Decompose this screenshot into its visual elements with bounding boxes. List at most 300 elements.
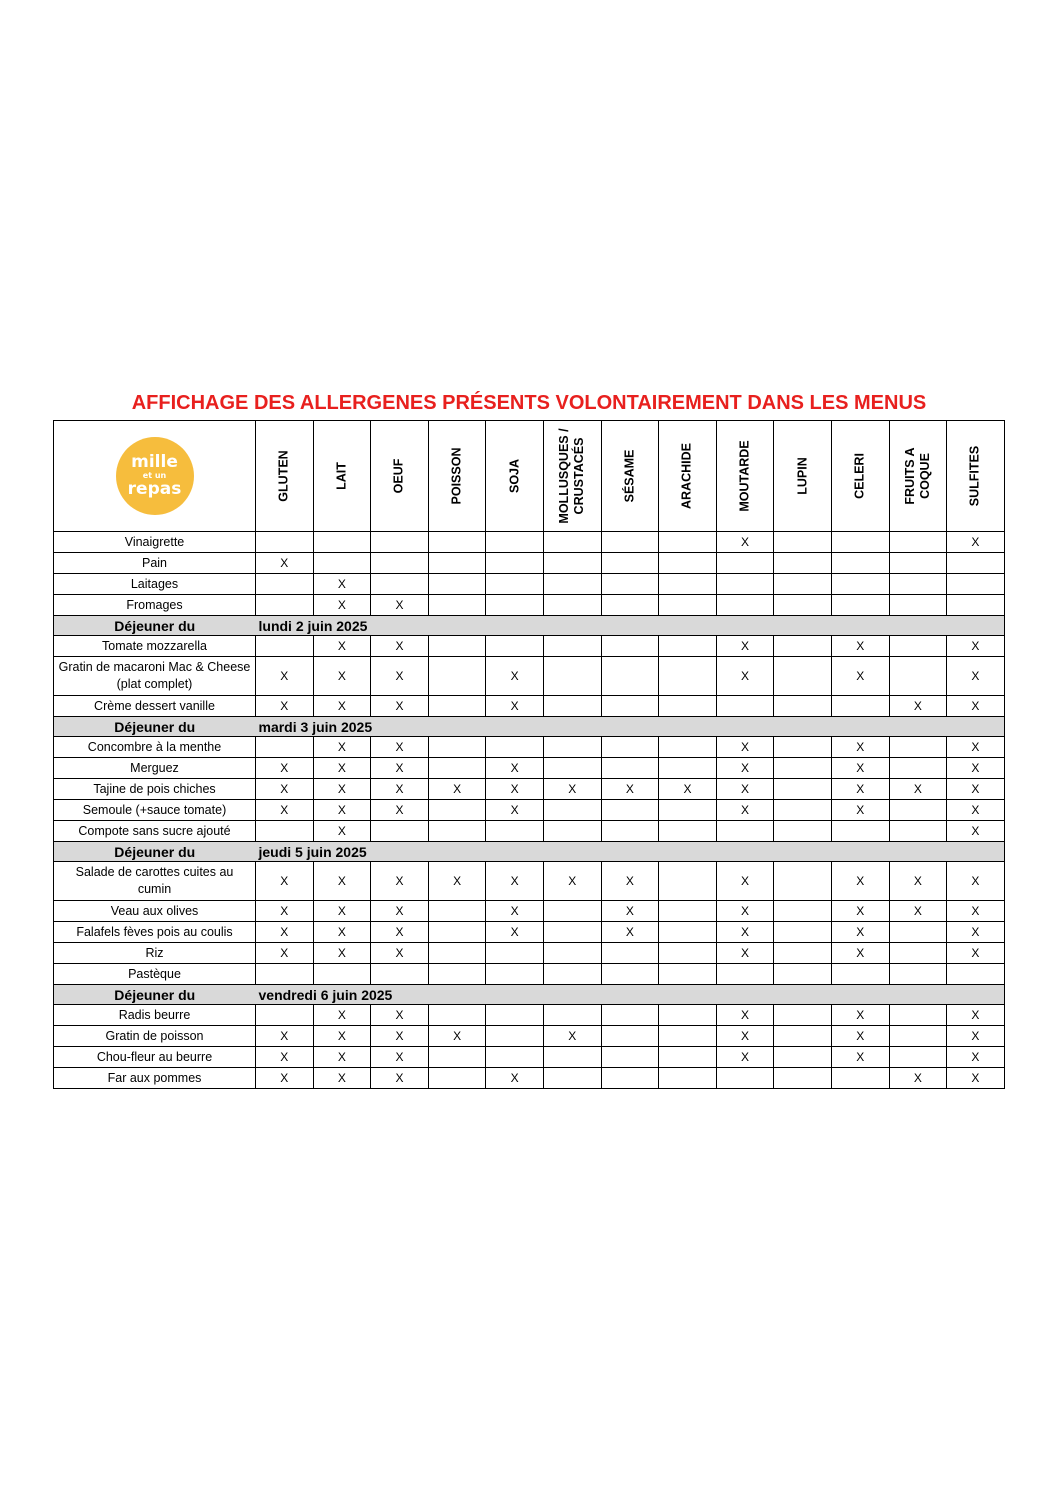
allergen-mark: X (337, 1049, 346, 1064)
allergen-mark-cell (716, 696, 774, 717)
allergen-mark-cell (774, 922, 832, 943)
allergen-mark: X (856, 903, 865, 918)
allergen-mark: X (971, 638, 980, 653)
allergen-mark: X (741, 924, 750, 939)
allergen-mark-cell (831, 636, 889, 657)
allergen-mark-cell (831, 964, 889, 985)
allergen-mark-cell (428, 964, 486, 985)
allergen-mark-cell (831, 595, 889, 616)
allergen-mark-cell (543, 943, 601, 964)
section-row (54, 616, 1005, 636)
allergen-mark-cell (659, 901, 717, 922)
allergen-mark-cell (601, 821, 659, 842)
allergen-mark-cell (601, 758, 659, 779)
allergen-mark: X (395, 1070, 404, 1085)
allergen-mark-cell (947, 901, 1005, 922)
allergen-mark-cell (486, 532, 544, 553)
allergen-mark-cell (601, 696, 659, 717)
allergen-mark: X (971, 781, 980, 796)
allergen-mark: X (395, 698, 404, 713)
allergen-mark-cell (716, 943, 774, 964)
allergen-mark-cell (947, 696, 1005, 717)
allergen-mark: X (971, 739, 980, 754)
allergen-header (947, 421, 1005, 532)
allergen-mark: X (337, 576, 346, 591)
allergen-mark: X (395, 945, 404, 960)
allergen-mark: X (971, 802, 980, 817)
allergen-mark-cell (659, 696, 717, 717)
allergen-mark-cell (543, 1068, 601, 1089)
allergen-mark-cell (601, 532, 659, 553)
allergen-mark-cell (716, 553, 774, 574)
allergen-mark-cell (313, 737, 371, 758)
allergen-mark-cell (601, 1026, 659, 1047)
allergen-mark-cell (313, 1026, 371, 1047)
allergen-mark-cell (889, 964, 947, 985)
allergen-mark: X (395, 1028, 404, 1043)
allergen-mark-cell (486, 636, 544, 657)
allergen-mark-cell (947, 657, 1005, 696)
allergen-mark-cell (947, 636, 1005, 657)
allergen-mark-cell (774, 943, 832, 964)
allergen-mark-cell (371, 943, 429, 964)
allergen-mark-cell (831, 1005, 889, 1026)
allergen-mark-cell (716, 779, 774, 800)
allergen-mark: X (510, 903, 519, 918)
allergen-mark: X (971, 1070, 980, 1085)
allergen-mark-cell (371, 1068, 429, 1089)
allergen-mark-cell (486, 943, 544, 964)
allergen-mark: X (856, 739, 865, 754)
allergen-mark-cell (543, 636, 601, 657)
allergen-mark: X (337, 781, 346, 796)
allergen-mark-cell (543, 922, 601, 943)
allergen-mark: X (280, 555, 289, 570)
table-row (54, 1068, 1005, 1089)
allergen-mark: X (856, 802, 865, 817)
section-row (54, 717, 1005, 737)
allergen-label: OEUF (391, 458, 406, 494)
allergen-mark-cell (371, 1026, 429, 1047)
allergen-mark-cell (947, 574, 1005, 595)
allergen-mark-cell (371, 595, 429, 616)
section-date: vendredi 6 juin 2025 (256, 985, 1005, 1005)
allergen-label: LAIT (334, 462, 349, 490)
allergen-mark-cell (659, 943, 717, 964)
dish-name: Gratin de macaroni Mac & Cheese (plat complet) (54, 657, 256, 696)
section-date: jeudi 5 juin 2025 (256, 842, 1005, 862)
allergen-mark: X (280, 698, 289, 713)
allergen-mark-cell (601, 800, 659, 821)
allergen-mark-cell (543, 1005, 601, 1026)
dish-name: Chou-fleur au beurre (54, 1047, 256, 1068)
allergen-mark-cell (601, 737, 659, 758)
allergen-mark: X (741, 802, 750, 817)
allergen-mark-cell (371, 922, 429, 943)
allergen-mark-cell (659, 1026, 717, 1047)
table-row (54, 943, 1005, 964)
allergen-mark: X (568, 1028, 577, 1043)
allergen-mark-cell (371, 758, 429, 779)
allergen-mark-cell (716, 595, 774, 616)
allergen-mark-cell (313, 1068, 371, 1089)
section-label: Déjeuner du (54, 842, 256, 862)
allergen-mark-cell (947, 1047, 1005, 1068)
allergen-mark-cell (256, 862, 314, 901)
allergen-mark-cell (428, 943, 486, 964)
allergen-mark: X (741, 1028, 750, 1043)
allergen-mark-cell (601, 901, 659, 922)
allergen-mark-cell (774, 779, 832, 800)
table-row (54, 821, 1005, 842)
allergen-mark-cell (774, 532, 832, 553)
allergen-mark-cell (371, 821, 429, 842)
allergen-mark: X (337, 1028, 346, 1043)
allergen-mark-cell (831, 758, 889, 779)
table-row (54, 595, 1005, 616)
allergen-mark-cell (428, 1005, 486, 1026)
table-row (54, 553, 1005, 574)
allergen-mark: X (856, 1007, 865, 1022)
allergen-mark-cell (543, 758, 601, 779)
allergen-mark-cell (889, 595, 947, 616)
section-date: lundi 2 juin 2025 (256, 616, 1005, 636)
allergen-mark: X (971, 698, 980, 713)
allergen-mark: X (280, 760, 289, 775)
dish-name: Tajine de pois chiches (54, 779, 256, 800)
allergen-mark-cell (543, 964, 601, 985)
allergen-mark-cell (889, 553, 947, 574)
allergen-mark: X (395, 668, 404, 683)
allergen-mark: X (337, 903, 346, 918)
allergen-mark-cell (889, 1068, 947, 1089)
allergen-label: POISSON (449, 447, 464, 505)
allergen-mark-cell (486, 800, 544, 821)
allergen-mark: X (510, 668, 519, 683)
allergen-mark: X (337, 823, 346, 838)
allergen-mark-cell (947, 737, 1005, 758)
allergen-label: CELERI (852, 453, 867, 499)
allergen-mark-cell (601, 657, 659, 696)
allergen-mark: X (913, 1070, 922, 1085)
allergen-mark-cell (774, 1005, 832, 1026)
allergen-mark-cell (889, 779, 947, 800)
allergen-mark: X (971, 924, 980, 939)
allergen-mark-cell (601, 862, 659, 901)
allergen-mark-cell (313, 1047, 371, 1068)
allergen-mark-cell (256, 800, 314, 821)
allergen-mark-cell (371, 964, 429, 985)
allergen-mark-cell (659, 636, 717, 657)
section-row (54, 842, 1005, 862)
allergen-mark-cell (889, 636, 947, 657)
allergen-mark-cell (313, 901, 371, 922)
allergen-header (774, 421, 832, 532)
allergen-header (486, 421, 544, 532)
allergen-mark-cell (543, 779, 601, 800)
allergen-mark-cell (371, 800, 429, 821)
allergen-mark-cell (371, 574, 429, 595)
allergen-mark-cell (716, 1068, 774, 1089)
section-label: Déjeuner du (54, 616, 256, 636)
allergen-mark: X (280, 1070, 289, 1085)
allergen-mark-cell (831, 1068, 889, 1089)
allergen-mark-cell (428, 800, 486, 821)
allergen-mark: X (683, 781, 692, 796)
table-row (54, 636, 1005, 657)
allergen-mark: X (971, 945, 980, 960)
allergen-mark: X (510, 698, 519, 713)
allergen-mark-cell (889, 758, 947, 779)
allergen-mark-cell (601, 636, 659, 657)
allergen-mark-cell (486, 553, 544, 574)
dish-name: Far aux pommes (54, 1068, 256, 1089)
allergen-mark-cell (831, 779, 889, 800)
allergen-mark-cell (486, 901, 544, 922)
allergen-mark-cell (256, 964, 314, 985)
allergen-mark-cell (313, 862, 371, 901)
allergen-mark-cell (543, 696, 601, 717)
allergen-label: SOJA (507, 458, 522, 494)
allergen-mark: X (395, 1049, 404, 1064)
allergen-mark: X (741, 760, 750, 775)
allergen-mark: X (510, 1070, 519, 1085)
allergen-mark-cell (947, 595, 1005, 616)
allergen-label: ARACHIDE (679, 443, 694, 509)
allergen-mark-cell (601, 1047, 659, 1068)
allergen-mark: X (280, 924, 289, 939)
allergen-mark-cell (428, 922, 486, 943)
allergen-mark: X (337, 1007, 346, 1022)
table-row (54, 532, 1005, 553)
allergen-mark-cell (831, 821, 889, 842)
allergen-mark-cell (313, 532, 371, 553)
allergen-mark: X (337, 924, 346, 939)
allergen-mark-cell (256, 574, 314, 595)
allergen-mark-cell (716, 862, 774, 901)
allergen-label: SÉSAME (622, 449, 637, 503)
allergen-mark: X (337, 668, 346, 683)
dish-name: Tomate mozzarella (54, 636, 256, 657)
allergen-mark-cell (659, 553, 717, 574)
allergen-mark: X (510, 924, 519, 939)
allergen-mark-cell (371, 901, 429, 922)
allergen-mark-cell (428, 779, 486, 800)
allergen-mark-cell (831, 553, 889, 574)
allergen-mark: X (453, 781, 462, 796)
allergen-mark: X (741, 668, 750, 683)
dish-name: Merguez (54, 758, 256, 779)
allergen-mark-cell (543, 800, 601, 821)
allergen-mark: X (971, 534, 980, 549)
allergen-table (53, 420, 1005, 1089)
allergen-mark-cell (428, 737, 486, 758)
table-row (54, 737, 1005, 758)
allergen-label: SULFITES (967, 445, 982, 507)
allergen-mark-cell (889, 1047, 947, 1068)
allergen-mark-cell (831, 862, 889, 901)
allergen-mark: X (741, 781, 750, 796)
allergen-mark-cell (486, 737, 544, 758)
allergen-mark: X (913, 873, 922, 888)
allergen-mark-cell (601, 595, 659, 616)
allergen-mark: X (971, 873, 980, 888)
allergen-mark-cell (371, 1005, 429, 1026)
allergen-mark-cell (313, 696, 371, 717)
dish-name: Compote sans sucre ajouté (54, 821, 256, 842)
allergen-mark-cell (371, 737, 429, 758)
allergen-mark-cell (371, 553, 429, 574)
allergen-mark-cell (256, 922, 314, 943)
allergen-mark: X (971, 668, 980, 683)
logo-line-3: repas (127, 479, 182, 499)
allergen-mark: X (395, 638, 404, 653)
allergen-mark: X (913, 781, 922, 796)
allergen-mark-cell (947, 1068, 1005, 1089)
allergen-mark-cell (543, 821, 601, 842)
allergen-header (716, 421, 774, 532)
allergen-mark-cell (486, 574, 544, 595)
menu-rows (54, 532, 1005, 1089)
allergen-mark-cell (774, 657, 832, 696)
allergen-mark-cell (774, 862, 832, 901)
table-row (54, 800, 1005, 821)
allergen-mark-cell (543, 532, 601, 553)
allergen-mark-cell (543, 574, 601, 595)
allergen-mark-cell (313, 758, 371, 779)
allergen-mark: X (337, 945, 346, 960)
logo-cell (54, 421, 256, 532)
allergen-mark: X (741, 638, 750, 653)
section-date: mardi 3 juin 2025 (256, 717, 1005, 737)
dish-name: Concombre à la menthe (54, 737, 256, 758)
dish-name: Radis beurre (54, 1005, 256, 1026)
allergen-mark-cell (774, 758, 832, 779)
allergen-mark-cell (659, 737, 717, 758)
allergen-mark-cell (486, 1047, 544, 1068)
allergen-mark-cell (601, 964, 659, 985)
allergen-mark-cell (716, 922, 774, 943)
allergen-mark: X (510, 802, 519, 817)
allergen-mark-cell (256, 737, 314, 758)
table-row (54, 901, 1005, 922)
allergen-mark-cell (486, 821, 544, 842)
dish-name: Riz (54, 943, 256, 964)
allergen-mark-cell (543, 1047, 601, 1068)
allergen-mark-cell (256, 553, 314, 574)
allergen-mark-cell (428, 758, 486, 779)
allergen-mark: X (337, 739, 346, 754)
allergen-mark-cell (774, 1047, 832, 1068)
allergen-mark-cell (831, 943, 889, 964)
allergen-mark-cell (543, 737, 601, 758)
allergen-mark-cell (256, 821, 314, 842)
allergen-mark: X (856, 760, 865, 775)
allergen-mark: X (280, 873, 289, 888)
allergen-mark: X (280, 668, 289, 683)
allergen-mark: X (395, 802, 404, 817)
allergen-mark: X (395, 739, 404, 754)
allergen-mark-cell (313, 964, 371, 985)
allergen-mark-cell (256, 1047, 314, 1068)
allergen-mark-cell (659, 574, 717, 595)
allergen-mark-cell (659, 821, 717, 842)
table-row (54, 779, 1005, 800)
allergen-mark: X (913, 698, 922, 713)
allergen-mark-cell (659, 758, 717, 779)
allergen-mark-cell (543, 595, 601, 616)
allergen-mark-cell (256, 901, 314, 922)
allergen-mark-cell (774, 595, 832, 616)
allergen-mark: X (280, 781, 289, 796)
dish-name: Pastèque (54, 964, 256, 985)
allergen-mark: X (510, 781, 519, 796)
allergen-mark-cell (428, 696, 486, 717)
allergen-mark-cell (486, 696, 544, 717)
allergen-mark: X (510, 873, 519, 888)
allergen-mark-cell (256, 657, 314, 696)
allergen-mark-cell (601, 553, 659, 574)
allergen-mark-cell (831, 574, 889, 595)
allergen-mark-cell (486, 1026, 544, 1047)
allergen-mark-cell (659, 1068, 717, 1089)
allergen-header (659, 421, 717, 532)
allergen-mark-cell (947, 553, 1005, 574)
allergen-mark-cell (256, 636, 314, 657)
allergen-mark-cell (831, 800, 889, 821)
allergen-mark-cell (256, 1068, 314, 1089)
allergen-mark-cell (428, 862, 486, 901)
table-row (54, 1026, 1005, 1047)
allergen-mark-cell (716, 901, 774, 922)
allergen-mark: X (625, 903, 634, 918)
section-label: Déjeuner du (54, 985, 256, 1005)
allergen-mark: X (625, 781, 634, 796)
allergen-mark: X (568, 781, 577, 796)
table-row (54, 1047, 1005, 1068)
allergen-mark-cell (659, 532, 717, 553)
allergen-mark: X (741, 903, 750, 918)
allergen-mark-cell (889, 1005, 947, 1026)
allergen-mark: X (337, 638, 346, 653)
allergen-mark: X (625, 873, 634, 888)
allergen-mark-cell (543, 1026, 601, 1047)
allergen-mark-cell (371, 636, 429, 657)
allergen-mark: X (971, 1007, 980, 1022)
section-row (54, 985, 1005, 1005)
allergen-mark-cell (601, 574, 659, 595)
allergen-mark-cell (659, 657, 717, 696)
logo-line-2: et un (142, 471, 167, 480)
allergen-mark: X (971, 1049, 980, 1064)
allergen-mark-cell (543, 553, 601, 574)
allergen-mark: X (280, 1028, 289, 1043)
allergen-mark-cell (889, 800, 947, 821)
allergen-mark-cell (716, 821, 774, 842)
allergen-mark-cell (428, 1068, 486, 1089)
allergen-mark-cell (659, 779, 717, 800)
allergen-mark: X (395, 924, 404, 939)
allergen-mark-cell (601, 922, 659, 943)
allergen-mark-cell (486, 595, 544, 616)
dish-name: Veau aux olives (54, 901, 256, 922)
allergen-mark: X (971, 823, 980, 838)
dish-name: Pain (54, 553, 256, 574)
allergen-mark-cell (486, 758, 544, 779)
allergen-mark-cell (486, 1068, 544, 1089)
allergen-mark-cell (774, 574, 832, 595)
allergen-mark-cell (428, 657, 486, 696)
